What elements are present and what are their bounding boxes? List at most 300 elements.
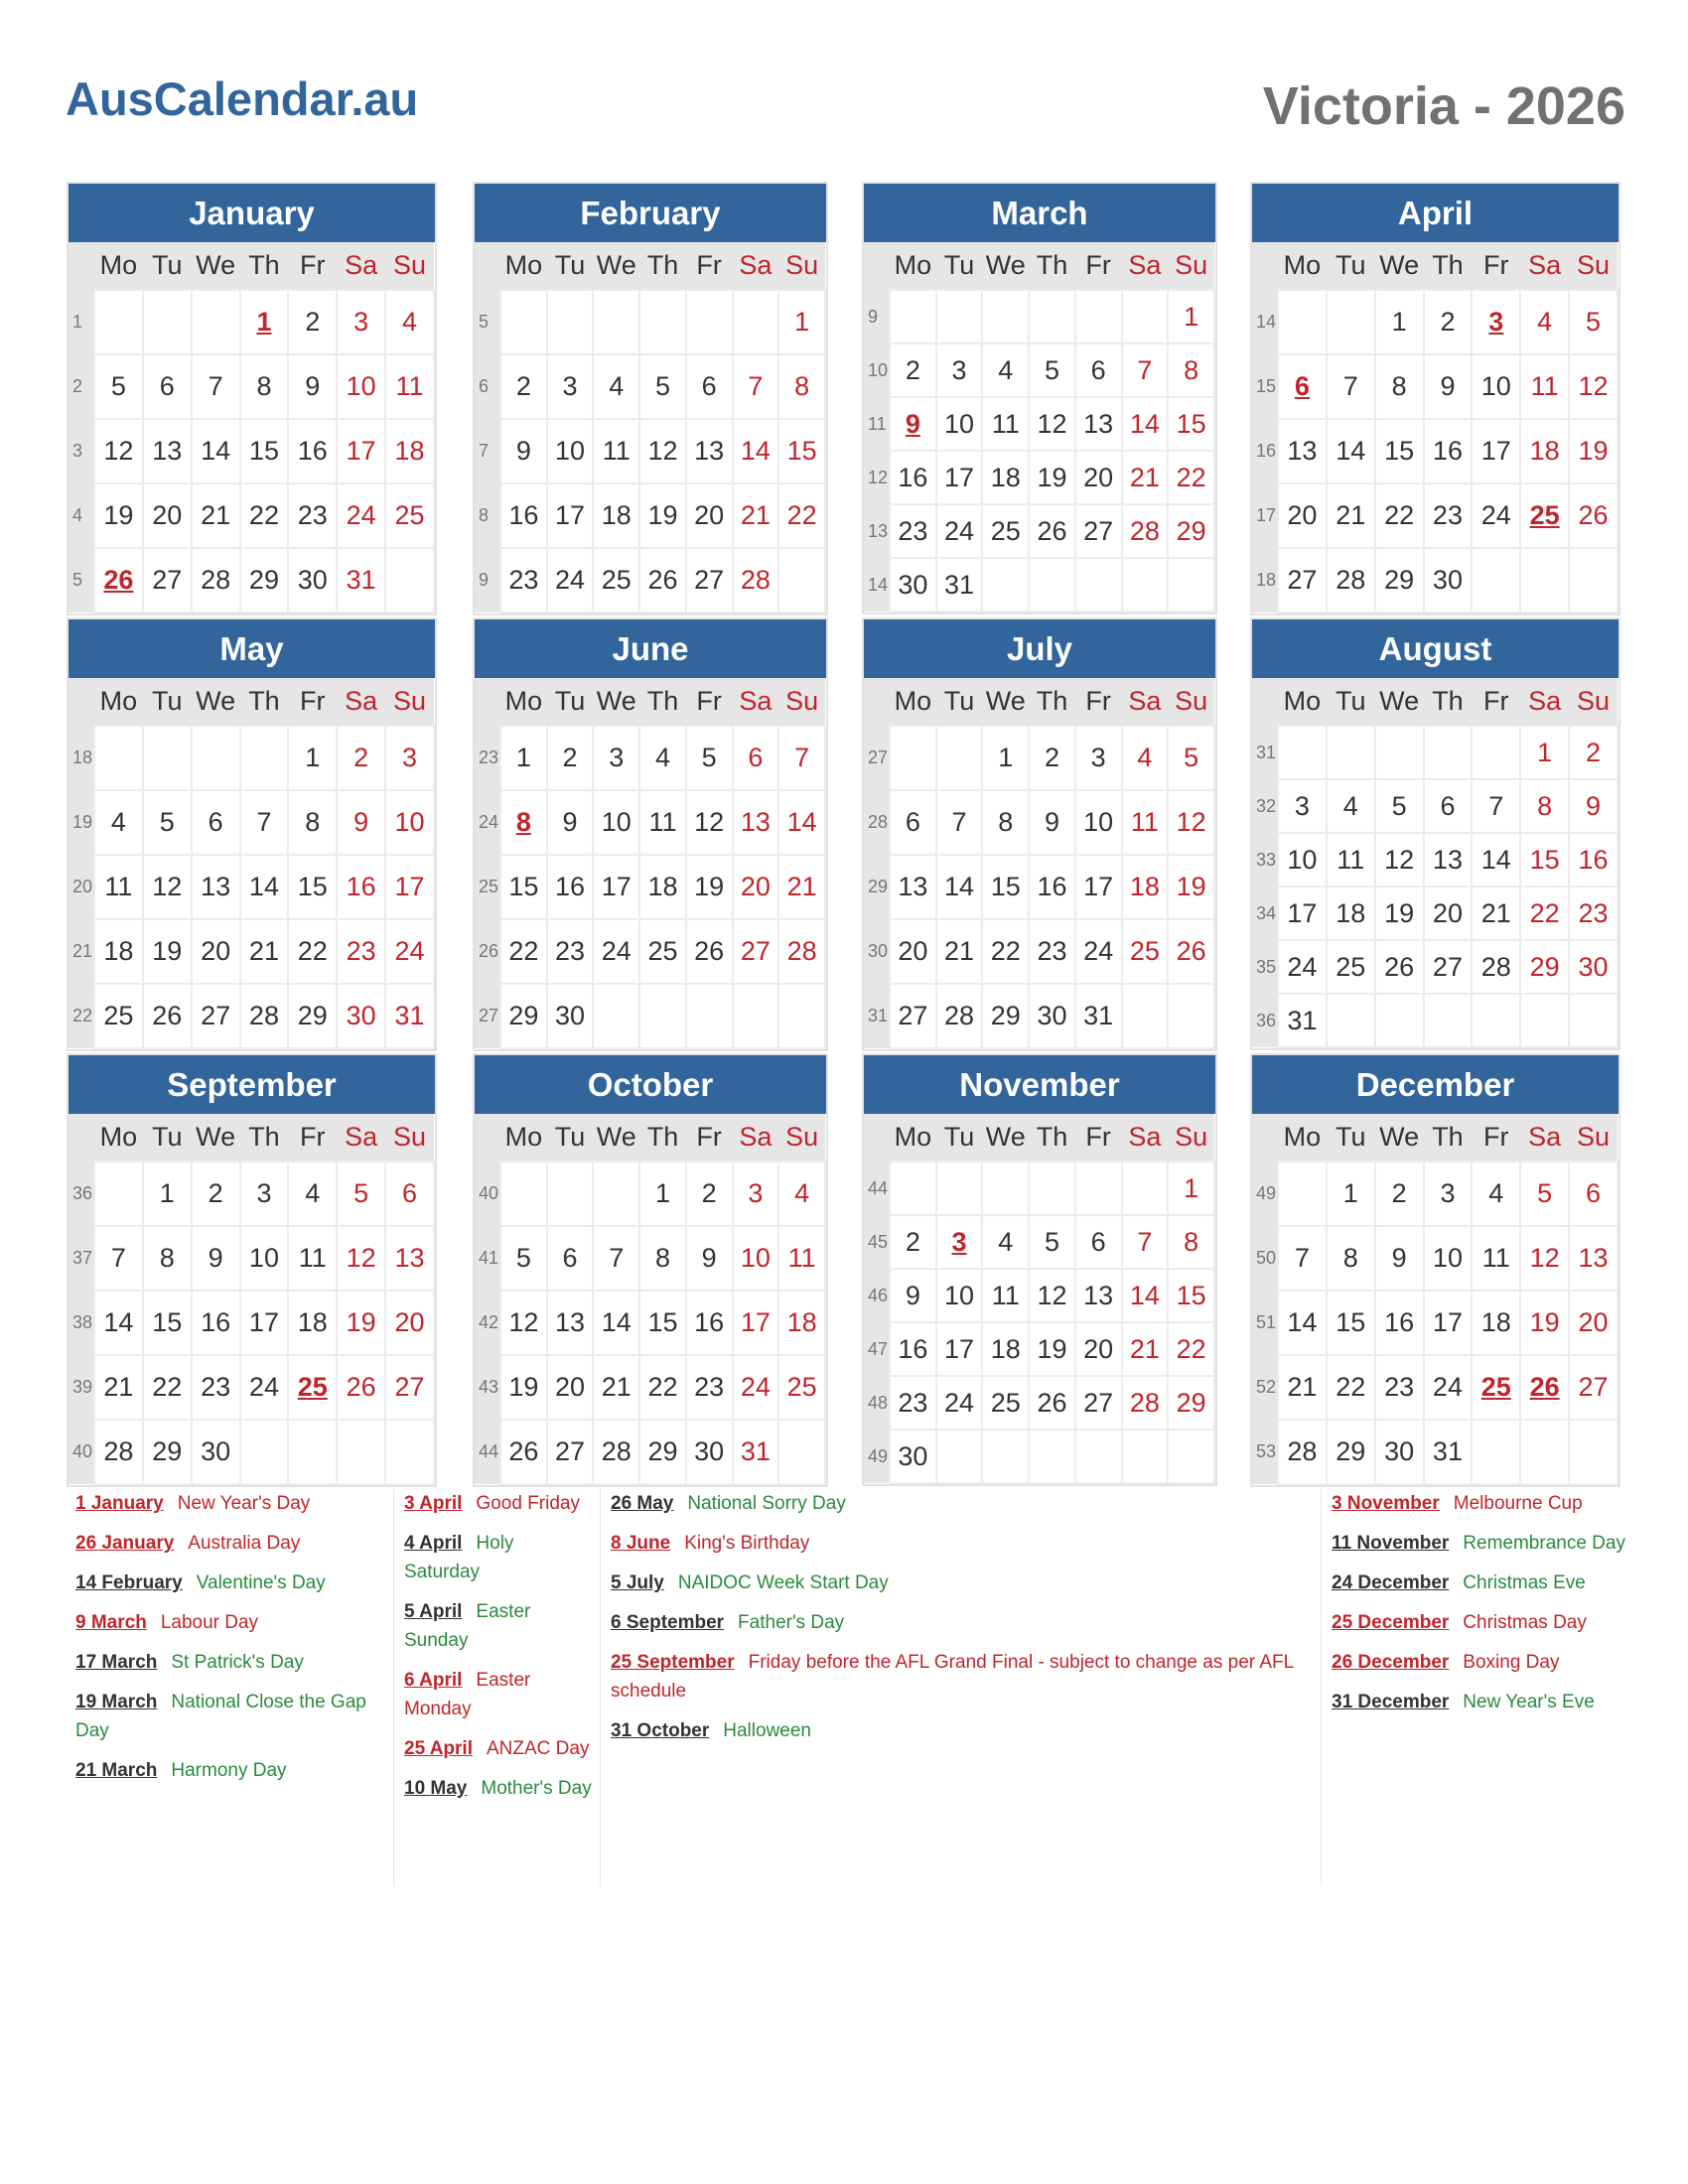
- day-cell[interactable]: 12: [1569, 354, 1618, 419]
- day-cell[interactable]: 24: [1278, 940, 1327, 994]
- day-cell[interactable]: 11: [288, 1226, 337, 1291]
- day-cell[interactable]: 22: [982, 919, 1029, 984]
- day-cell[interactable]: 20: [733, 855, 779, 919]
- holiday-day-cell[interactable]: 1: [240, 290, 289, 354]
- day-cell[interactable]: 29: [1168, 1376, 1214, 1430]
- day-cell[interactable]: 14: [1472, 833, 1520, 887]
- day-cell[interactable]: 4: [1520, 290, 1569, 354]
- day-cell[interactable]: 24: [1075, 919, 1122, 984]
- day-cell[interactable]: 13: [1075, 1269, 1122, 1322]
- day-cell[interactable]: 5: [1168, 726, 1214, 790]
- day-cell[interactable]: 6: [890, 790, 936, 855]
- day-cell[interactable]: 27: [1569, 1355, 1618, 1420]
- day-cell[interactable]: 20: [890, 919, 936, 984]
- legend-date-link[interactable]: 14 February: [75, 1572, 183, 1593]
- day-cell[interactable]: 3: [733, 1161, 779, 1226]
- day-cell[interactable]: 30: [686, 1420, 733, 1484]
- day-cell[interactable]: 20: [1075, 451, 1122, 504]
- day-cell[interactable]: 24: [385, 919, 434, 984]
- holiday-day-cell[interactable]: 3: [936, 1215, 983, 1269]
- day-cell[interactable]: 3: [1075, 726, 1122, 790]
- day-cell[interactable]: 15: [1168, 1269, 1214, 1322]
- day-cell[interactable]: 31: [733, 1420, 779, 1484]
- day-cell[interactable]: 26: [639, 548, 686, 613]
- day-cell[interactable]: 14: [240, 855, 289, 919]
- day-cell[interactable]: 2: [686, 1161, 733, 1226]
- legend-date-link[interactable]: 19 March: [75, 1692, 158, 1712]
- day-cell[interactable]: 26: [337, 1355, 385, 1420]
- day-cell[interactable]: 28: [1122, 504, 1169, 558]
- day-cell[interactable]: 27: [686, 548, 733, 613]
- day-cell[interactable]: 21: [192, 483, 240, 548]
- day-cell[interactable]: 23: [890, 1376, 936, 1430]
- day-cell[interactable]: 2: [337, 726, 385, 790]
- day-cell[interactable]: 15: [1375, 419, 1424, 483]
- day-cell[interactable]: 16: [500, 483, 547, 548]
- day-cell[interactable]: 9: [1569, 779, 1618, 833]
- legend-date-link[interactable]: 26 January: [75, 1533, 175, 1554]
- day-cell[interactable]: 9: [500, 419, 547, 483]
- day-cell[interactable]: 16: [1569, 833, 1618, 887]
- holiday-day-cell[interactable]: 26: [1520, 1355, 1569, 1420]
- day-cell[interactable]: 10: [1278, 833, 1327, 887]
- day-cell[interactable]: 17: [337, 419, 385, 483]
- day-cell[interactable]: 19: [1029, 451, 1075, 504]
- day-cell[interactable]: 5: [686, 726, 733, 790]
- day-cell[interactable]: 7: [778, 726, 825, 790]
- day-cell[interactable]: 24: [733, 1355, 779, 1420]
- day-cell[interactable]: 1: [639, 1161, 686, 1226]
- day-cell[interactable]: 30: [890, 1430, 936, 1483]
- day-cell[interactable]: 8: [1520, 779, 1569, 833]
- day-cell[interactable]: 22: [288, 919, 337, 984]
- day-cell[interactable]: 29: [639, 1420, 686, 1484]
- day-cell[interactable]: 11: [94, 855, 143, 919]
- day-cell[interactable]: 10: [547, 419, 594, 483]
- day-cell[interactable]: 20: [1424, 887, 1473, 940]
- day-cell[interactable]: 3: [337, 290, 385, 354]
- day-cell[interactable]: 4: [593, 354, 639, 419]
- day-cell[interactable]: 27: [1424, 940, 1473, 994]
- day-cell[interactable]: 27: [192, 984, 240, 1048]
- day-cell[interactable]: 6: [733, 726, 779, 790]
- day-cell[interactable]: 6: [686, 354, 733, 419]
- day-cell[interactable]: 5: [1029, 1215, 1075, 1269]
- legend-date-link[interactable]: 6 September: [611, 1612, 725, 1633]
- day-cell[interactable]: 15: [639, 1291, 686, 1355]
- day-cell[interactable]: 4: [385, 290, 434, 354]
- day-cell[interactable]: 9: [337, 790, 385, 855]
- day-cell[interactable]: 23: [1029, 919, 1075, 984]
- legend-date-link[interactable]: 26 May: [611, 1493, 674, 1514]
- day-cell[interactable]: 24: [337, 483, 385, 548]
- day-cell[interactable]: 23: [337, 919, 385, 984]
- holiday-day-cell[interactable]: 25: [288, 1355, 337, 1420]
- day-cell[interactable]: 8: [1375, 354, 1424, 419]
- day-cell[interactable]: 2: [192, 1161, 240, 1226]
- day-cell[interactable]: 14: [94, 1291, 143, 1355]
- legend-date-link[interactable]: 3 April: [404, 1493, 463, 1514]
- day-cell[interactable]: 11: [593, 419, 639, 483]
- day-cell[interactable]: 19: [1029, 1322, 1075, 1376]
- day-cell[interactable]: 17: [1424, 1291, 1473, 1355]
- day-cell[interactable]: 17: [240, 1291, 289, 1355]
- day-cell[interactable]: 19: [500, 1355, 547, 1420]
- legend-date-link[interactable]: 3 November: [1332, 1493, 1440, 1514]
- day-cell[interactable]: 28: [778, 919, 825, 984]
- day-cell[interactable]: 7: [1472, 779, 1520, 833]
- day-cell[interactable]: 11: [385, 354, 434, 419]
- day-cell[interactable]: 23: [500, 548, 547, 613]
- day-cell[interactable]: 19: [1520, 1291, 1569, 1355]
- day-cell[interactable]: 10: [1075, 790, 1122, 855]
- day-cell[interactable]: 5: [1520, 1161, 1569, 1226]
- day-cell[interactable]: 26: [1569, 483, 1618, 548]
- day-cell[interactable]: 11: [639, 790, 686, 855]
- day-cell[interactable]: 23: [1424, 483, 1473, 548]
- day-cell[interactable]: 10: [337, 354, 385, 419]
- day-cell[interactable]: 22: [500, 919, 547, 984]
- day-cell[interactable]: 22: [639, 1355, 686, 1420]
- day-cell[interactable]: 13: [547, 1291, 594, 1355]
- day-cell[interactable]: 25: [1122, 919, 1169, 984]
- day-cell[interactable]: 21: [733, 483, 779, 548]
- day-cell[interactable]: 20: [143, 483, 192, 548]
- day-cell[interactable]: 30: [890, 558, 936, 612]
- day-cell[interactable]: 19: [686, 855, 733, 919]
- day-cell[interactable]: 22: [1168, 1322, 1214, 1376]
- day-cell[interactable]: 8: [288, 790, 337, 855]
- day-cell[interactable]: 14: [936, 855, 983, 919]
- day-cell[interactable]: 2: [288, 290, 337, 354]
- day-cell[interactable]: 5: [1569, 290, 1618, 354]
- day-cell[interactable]: 20: [686, 483, 733, 548]
- day-cell[interactable]: 10: [1424, 1226, 1473, 1291]
- day-cell[interactable]: 8: [982, 790, 1029, 855]
- day-cell[interactable]: 18: [385, 419, 434, 483]
- day-cell[interactable]: 8: [143, 1226, 192, 1291]
- day-cell[interactable]: 31: [1278, 994, 1327, 1047]
- day-cell[interactable]: 25: [385, 483, 434, 548]
- day-cell[interactable]: 24: [547, 548, 594, 613]
- day-cell[interactable]: 12: [639, 419, 686, 483]
- day-cell[interactable]: 15: [288, 855, 337, 919]
- day-cell[interactable]: 19: [639, 483, 686, 548]
- day-cell[interactable]: 1: [500, 726, 547, 790]
- day-cell[interactable]: 22: [240, 483, 289, 548]
- day-cell[interactable]: 12: [1029, 1269, 1075, 1322]
- day-cell[interactable]: 2: [1569, 726, 1618, 779]
- day-cell[interactable]: 14: [778, 790, 825, 855]
- day-cell[interactable]: 11: [1327, 833, 1375, 887]
- day-cell[interactable]: 8: [1327, 1226, 1375, 1291]
- day-cell[interactable]: 13: [1569, 1226, 1618, 1291]
- day-cell[interactable]: 28: [593, 1420, 639, 1484]
- day-cell[interactable]: 25: [982, 1376, 1029, 1430]
- day-cell[interactable]: 20: [1278, 483, 1327, 548]
- day-cell[interactable]: 17: [733, 1291, 779, 1355]
- day-cell[interactable]: 4: [982, 343, 1029, 397]
- day-cell[interactable]: 13: [733, 790, 779, 855]
- day-cell[interactable]: 1: [1168, 1161, 1214, 1215]
- day-cell[interactable]: 9: [686, 1226, 733, 1291]
- day-cell[interactable]: 19: [337, 1291, 385, 1355]
- legend-date-link[interactable]: 10 May: [404, 1778, 468, 1799]
- day-cell[interactable]: 25: [1327, 940, 1375, 994]
- day-cell[interactable]: 28: [733, 548, 779, 613]
- day-cell[interactable]: 12: [143, 855, 192, 919]
- day-cell[interactable]: 29: [982, 984, 1029, 1048]
- day-cell[interactable]: 23: [890, 504, 936, 558]
- holiday-day-cell[interactable]: 25: [1472, 1355, 1520, 1420]
- day-cell[interactable]: 7: [936, 790, 983, 855]
- day-cell[interactable]: 19: [1375, 887, 1424, 940]
- day-cell[interactable]: 13: [192, 855, 240, 919]
- day-cell[interactable]: 28: [192, 548, 240, 613]
- day-cell[interactable]: 14: [192, 419, 240, 483]
- day-cell[interactable]: 12: [686, 790, 733, 855]
- day-cell[interactable]: 27: [1075, 504, 1122, 558]
- day-cell[interactable]: 5: [500, 1226, 547, 1291]
- day-cell[interactable]: 1: [143, 1161, 192, 1226]
- day-cell[interactable]: 20: [1569, 1291, 1618, 1355]
- day-cell[interactable]: 4: [1472, 1161, 1520, 1226]
- day-cell[interactable]: 14: [1122, 1269, 1169, 1322]
- day-cell[interactable]: 27: [385, 1355, 434, 1420]
- day-cell[interactable]: 15: [240, 419, 289, 483]
- legend-date-link[interactable]: 17 March: [75, 1652, 158, 1673]
- day-cell[interactable]: 5: [337, 1161, 385, 1226]
- day-cell[interactable]: 22: [1168, 451, 1214, 504]
- day-cell[interactable]: 12: [1168, 790, 1214, 855]
- day-cell[interactable]: 3: [385, 726, 434, 790]
- day-cell[interactable]: 8: [1168, 1215, 1214, 1269]
- day-cell[interactable]: 17: [385, 855, 434, 919]
- day-cell[interactable]: 31: [385, 984, 434, 1048]
- day-cell[interactable]: 18: [1122, 855, 1169, 919]
- day-cell[interactable]: 24: [240, 1355, 289, 1420]
- day-cell[interactable]: 17: [1075, 855, 1122, 919]
- day-cell[interactable]: 16: [192, 1291, 240, 1355]
- day-cell[interactable]: 11: [982, 1269, 1029, 1322]
- day-cell[interactable]: 20: [385, 1291, 434, 1355]
- legend-date-link[interactable]: 26 December: [1332, 1652, 1450, 1673]
- day-cell[interactable]: 19: [1569, 419, 1618, 483]
- day-cell[interactable]: 30: [192, 1420, 240, 1484]
- day-cell[interactable]: 9: [288, 354, 337, 419]
- day-cell[interactable]: 28: [1278, 1420, 1327, 1484]
- day-cell[interactable]: 19: [1168, 855, 1214, 919]
- day-cell[interactable]: 6: [1569, 1161, 1618, 1226]
- day-cell[interactable]: 4: [639, 726, 686, 790]
- day-cell[interactable]: 1: [288, 726, 337, 790]
- day-cell[interactable]: 30: [337, 984, 385, 1048]
- day-cell[interactable]: 1: [982, 726, 1029, 790]
- legend-date-link[interactable]: 6 April: [404, 1670, 463, 1691]
- day-cell[interactable]: 16: [686, 1291, 733, 1355]
- day-cell[interactable]: 14: [1327, 419, 1375, 483]
- legend-date-link[interactable]: 1 January: [75, 1493, 164, 1514]
- day-cell[interactable]: 1: [1375, 290, 1424, 354]
- day-cell[interactable]: 6: [1075, 1215, 1122, 1269]
- day-cell[interactable]: 21: [593, 1355, 639, 1420]
- day-cell[interactable]: 17: [936, 1322, 983, 1376]
- day-cell[interactable]: 16: [890, 451, 936, 504]
- day-cell[interactable]: 29: [240, 548, 289, 613]
- day-cell[interactable]: 28: [1122, 1376, 1169, 1430]
- day-cell[interactable]: 7: [1122, 343, 1169, 397]
- day-cell[interactable]: 10: [593, 790, 639, 855]
- day-cell[interactable]: 5: [639, 354, 686, 419]
- day-cell[interactable]: 29: [1327, 1420, 1375, 1484]
- day-cell[interactable]: 8: [639, 1226, 686, 1291]
- day-cell[interactable]: 9: [1375, 1226, 1424, 1291]
- day-cell[interactable]: 10: [936, 397, 983, 451]
- day-cell[interactable]: 13: [686, 419, 733, 483]
- day-cell[interactable]: 3: [1278, 779, 1327, 833]
- day-cell[interactable]: 31: [936, 558, 983, 612]
- legend-date-link[interactable]: 9 March: [75, 1612, 147, 1633]
- day-cell[interactable]: 12: [1375, 833, 1424, 887]
- day-cell[interactable]: 3: [593, 726, 639, 790]
- day-cell[interactable]: 25: [593, 548, 639, 613]
- day-cell[interactable]: 27: [1075, 1376, 1122, 1430]
- day-cell[interactable]: 31: [1424, 1420, 1473, 1484]
- day-cell[interactable]: 27: [143, 548, 192, 613]
- day-cell[interactable]: 29: [1168, 504, 1214, 558]
- day-cell[interactable]: 12: [337, 1226, 385, 1291]
- day-cell[interactable]: 30: [547, 984, 594, 1048]
- day-cell[interactable]: 10: [1472, 354, 1520, 419]
- day-cell[interactable]: 4: [288, 1161, 337, 1226]
- day-cell[interactable]: 28: [936, 984, 983, 1048]
- day-cell[interactable]: 8: [1168, 343, 1214, 397]
- legend-date-link[interactable]: 8 June: [611, 1533, 671, 1554]
- day-cell[interactable]: 22: [1327, 1355, 1375, 1420]
- day-cell[interactable]: 21: [1122, 451, 1169, 504]
- day-cell[interactable]: 18: [1327, 887, 1375, 940]
- legend-date-link[interactable]: 31 December: [1332, 1692, 1450, 1712]
- day-cell[interactable]: 18: [982, 451, 1029, 504]
- holiday-day-cell[interactable]: 8: [500, 790, 547, 855]
- day-cell[interactable]: 6: [1424, 779, 1473, 833]
- legend-date-link[interactable]: 21 March: [75, 1760, 158, 1781]
- day-cell[interactable]: 23: [192, 1355, 240, 1420]
- day-cell[interactable]: 21: [94, 1355, 143, 1420]
- day-cell[interactable]: 30: [1029, 984, 1075, 1048]
- day-cell[interactable]: 15: [500, 855, 547, 919]
- day-cell[interactable]: 8: [778, 354, 825, 419]
- day-cell[interactable]: 17: [593, 855, 639, 919]
- day-cell[interactable]: 17: [936, 451, 983, 504]
- day-cell[interactable]: 16: [1029, 855, 1075, 919]
- day-cell[interactable]: 3: [240, 1161, 289, 1226]
- day-cell[interactable]: 14: [593, 1291, 639, 1355]
- day-cell[interactable]: 6: [192, 790, 240, 855]
- day-cell[interactable]: 23: [288, 483, 337, 548]
- day-cell[interactable]: 1: [778, 290, 825, 354]
- day-cell[interactable]: 26: [1168, 919, 1214, 984]
- site-brand[interactable]: AusCalendar.au: [66, 72, 419, 125]
- day-cell[interactable]: 3: [547, 354, 594, 419]
- day-cell[interactable]: 20: [192, 919, 240, 984]
- day-cell[interactable]: 9: [1029, 790, 1075, 855]
- day-cell[interactable]: 13: [385, 1226, 434, 1291]
- day-cell[interactable]: 23: [547, 919, 594, 984]
- day-cell[interactable]: 2: [1029, 726, 1075, 790]
- day-cell[interactable]: 28: [1472, 940, 1520, 994]
- day-cell[interactable]: 13: [143, 419, 192, 483]
- day-cell[interactable]: 4: [982, 1215, 1029, 1269]
- day-cell[interactable]: 26: [143, 984, 192, 1048]
- day-cell[interactable]: 13: [1424, 833, 1473, 887]
- day-cell[interactable]: 5: [143, 790, 192, 855]
- day-cell[interactable]: 26: [686, 919, 733, 984]
- day-cell[interactable]: 6: [1075, 343, 1122, 397]
- day-cell[interactable]: 21: [1327, 483, 1375, 548]
- day-cell[interactable]: 5: [1375, 779, 1424, 833]
- day-cell[interactable]: 27: [1278, 548, 1327, 613]
- legend-date-link[interactable]: 5 April: [404, 1601, 463, 1622]
- day-cell[interactable]: 10: [385, 790, 434, 855]
- day-cell[interactable]: 11: [1122, 790, 1169, 855]
- day-cell[interactable]: 26: [1029, 1376, 1075, 1430]
- day-cell[interactable]: 30: [1375, 1420, 1424, 1484]
- day-cell[interactable]: 7: [240, 790, 289, 855]
- day-cell[interactable]: 15: [778, 419, 825, 483]
- day-cell[interactable]: 26: [500, 1420, 547, 1484]
- day-cell[interactable]: 9: [1424, 354, 1473, 419]
- day-cell[interactable]: 22: [143, 1355, 192, 1420]
- day-cell[interactable]: 25: [982, 504, 1029, 558]
- day-cell[interactable]: 9: [192, 1226, 240, 1291]
- day-cell[interactable]: 7: [1278, 1226, 1327, 1291]
- day-cell[interactable]: 2: [1424, 290, 1473, 354]
- day-cell[interactable]: 28: [1327, 548, 1375, 613]
- day-cell[interactable]: 20: [1075, 1322, 1122, 1376]
- day-cell[interactable]: 7: [192, 354, 240, 419]
- day-cell[interactable]: 24: [936, 504, 983, 558]
- holiday-day-cell[interactable]: 9: [890, 397, 936, 451]
- day-cell[interactable]: 29: [500, 984, 547, 1048]
- day-cell[interactable]: 14: [733, 419, 779, 483]
- day-cell[interactable]: 25: [94, 984, 143, 1048]
- day-cell[interactable]: 27: [547, 1420, 594, 1484]
- day-cell[interactable]: 18: [982, 1322, 1029, 1376]
- day-cell[interactable]: 12: [1520, 1226, 1569, 1291]
- day-cell[interactable]: 16: [890, 1322, 936, 1376]
- day-cell[interactable]: 21: [778, 855, 825, 919]
- day-cell[interactable]: 9: [547, 790, 594, 855]
- day-cell[interactable]: 16: [1424, 419, 1473, 483]
- day-cell[interactable]: 25: [639, 919, 686, 984]
- day-cell[interactable]: 2: [1375, 1161, 1424, 1226]
- legend-date-link[interactable]: 11 November: [1332, 1533, 1450, 1554]
- legend-date-link[interactable]: 25 December: [1332, 1612, 1450, 1633]
- day-cell[interactable]: 27: [890, 984, 936, 1048]
- day-cell[interactable]: 15: [982, 855, 1029, 919]
- day-cell[interactable]: 23: [1569, 887, 1618, 940]
- day-cell[interactable]: 3: [936, 343, 983, 397]
- day-cell[interactable]: 9: [890, 1269, 936, 1322]
- day-cell[interactable]: 2: [547, 726, 594, 790]
- holiday-day-cell[interactable]: 25: [1520, 483, 1569, 548]
- day-cell[interactable]: 24: [1424, 1355, 1473, 1420]
- legend-date-link[interactable]: 24 December: [1332, 1572, 1450, 1593]
- day-cell[interactable]: 11: [1520, 354, 1569, 419]
- legend-date-link[interactable]: 31 October: [611, 1720, 710, 1741]
- day-cell[interactable]: 28: [240, 984, 289, 1048]
